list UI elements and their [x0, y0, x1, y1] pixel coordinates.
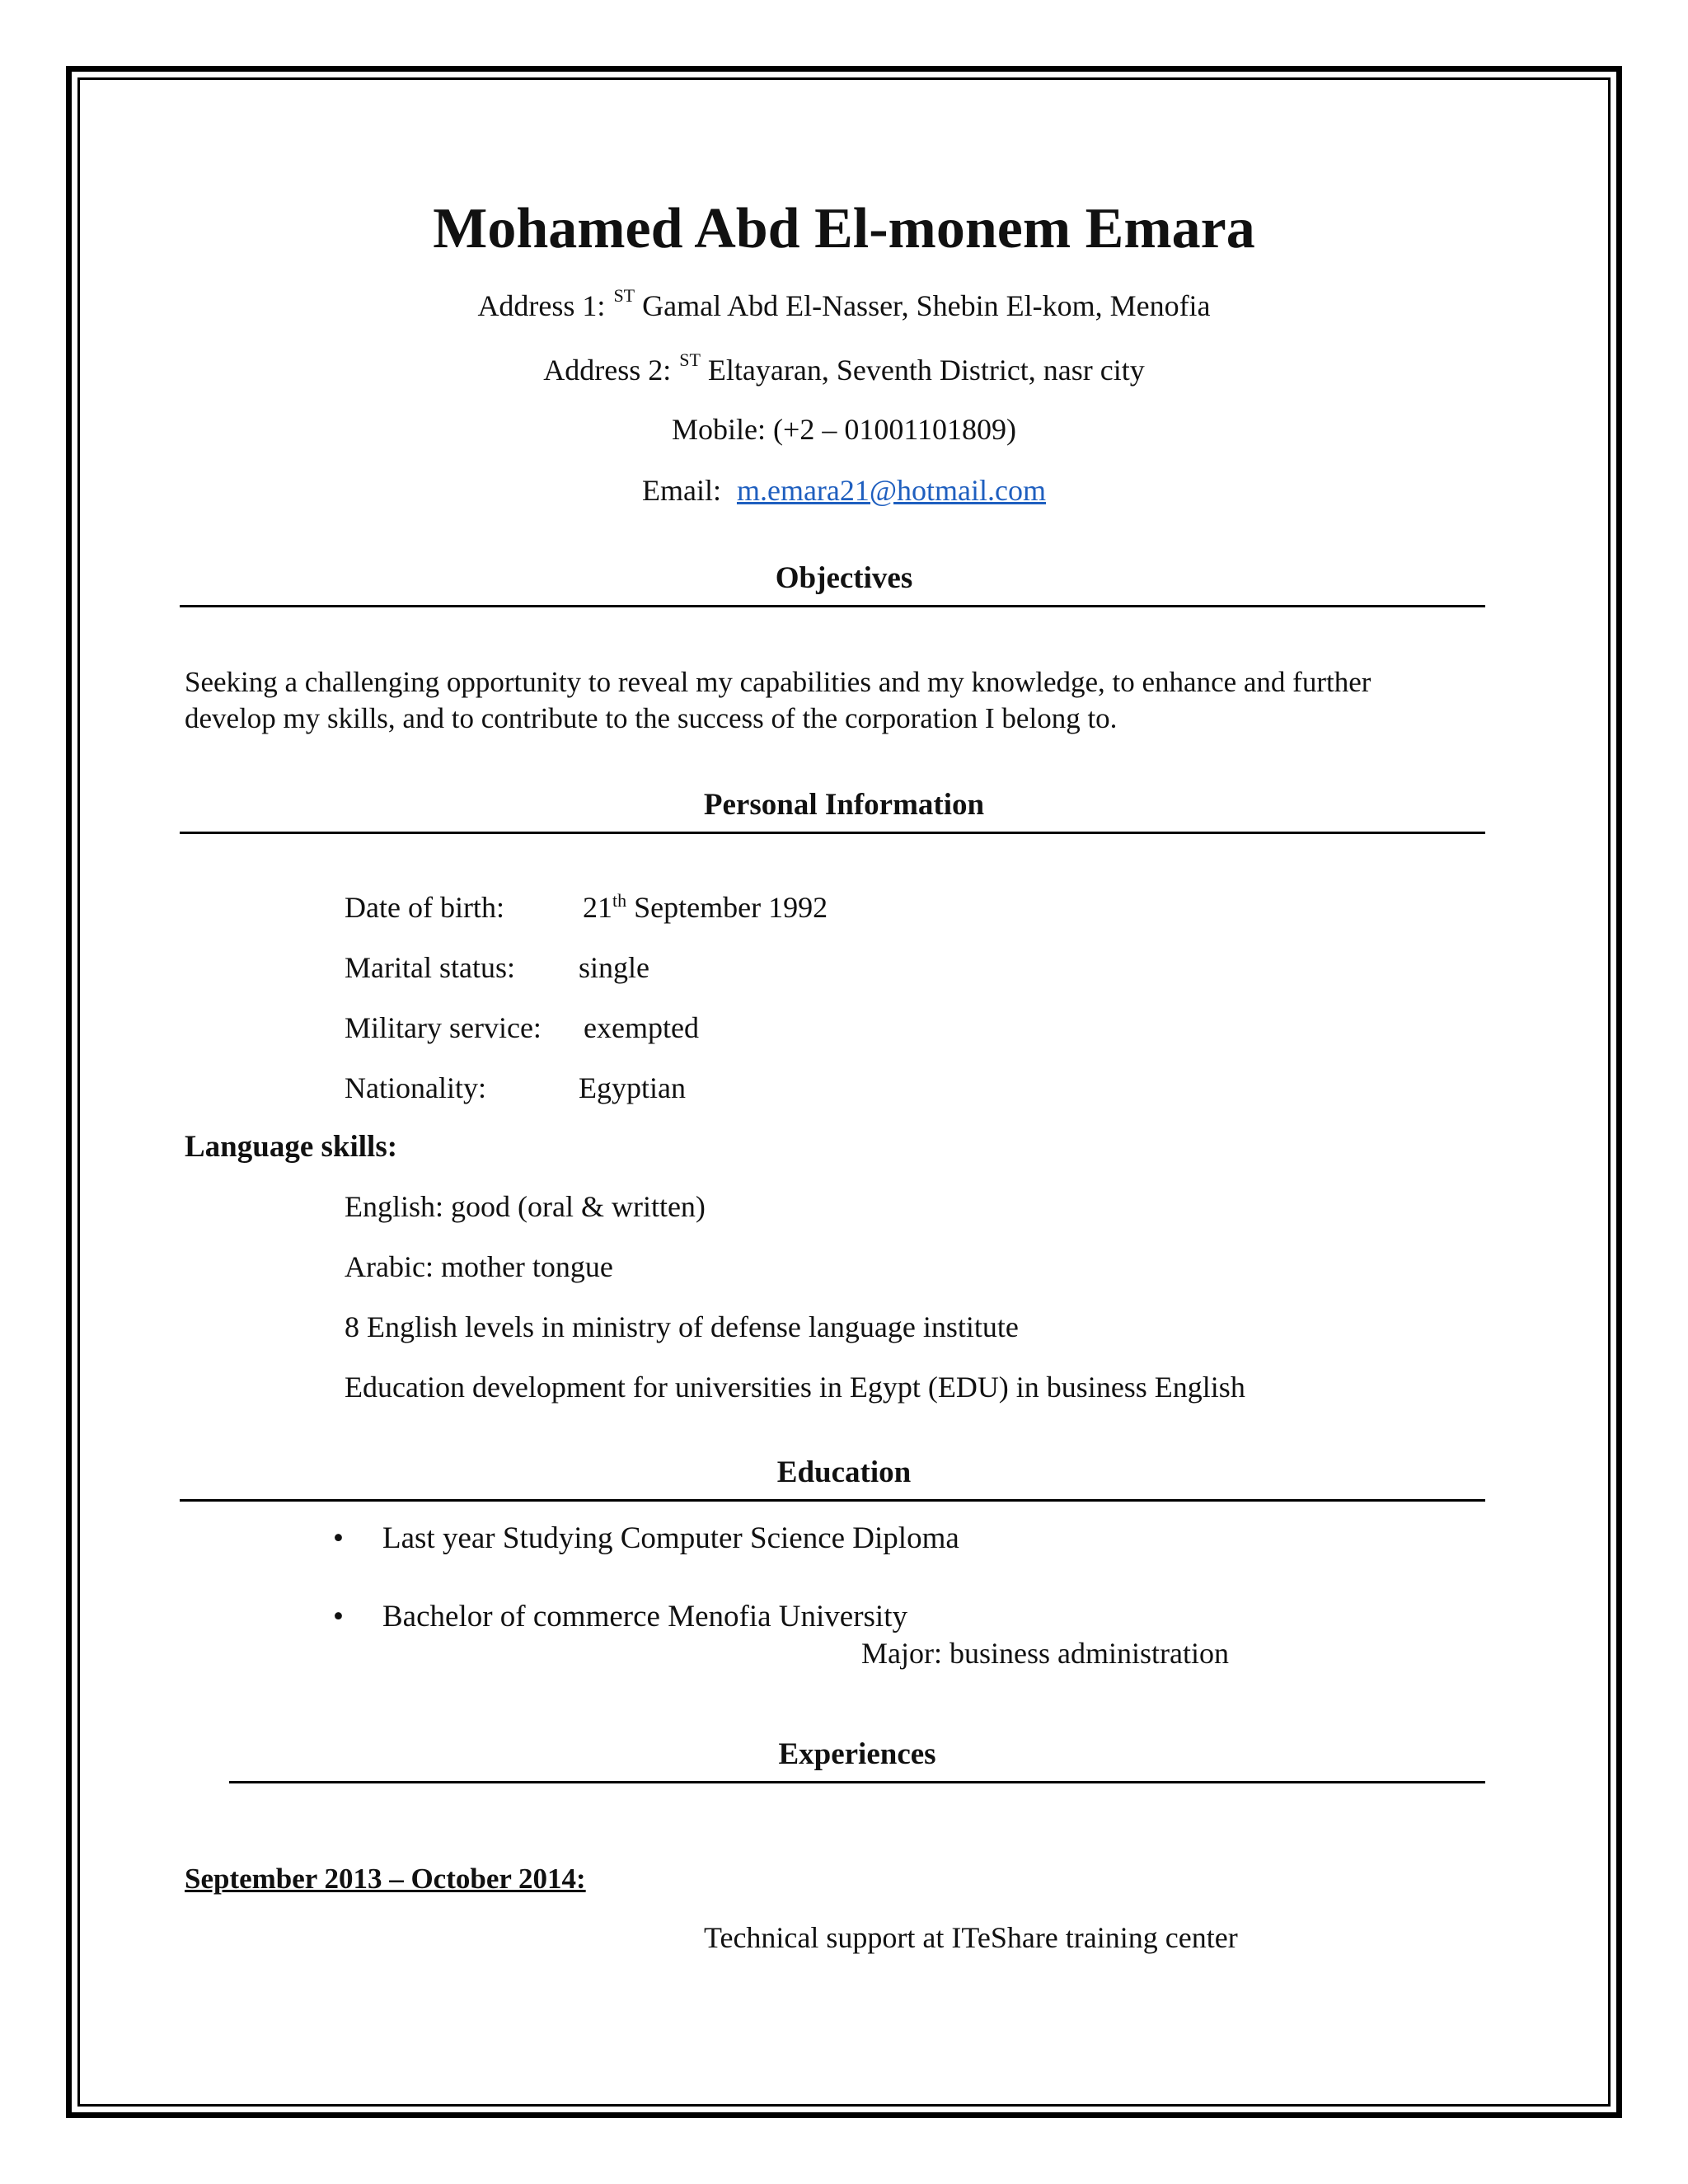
- dob-rest: September 1992: [634, 891, 828, 924]
- experience-period: September 2013 – October 2014:: [185, 1863, 586, 1895]
- address-2-text: Eltayaran, Seventh District, nasr city: [707, 354, 1145, 387]
- language-skills-title: Language skills:: [185, 1130, 398, 1164]
- dob-label: Date of birth:: [345, 891, 504, 924]
- address-1-sup: ST: [613, 285, 635, 306]
- education-major: Major: business administration: [861, 1637, 1229, 1670]
- education-item: [333, 1599, 907, 1634]
- marital-value: single: [579, 951, 649, 984]
- experiences-title: Experiences: [778, 1737, 936, 1771]
- education-item: [333, 1521, 959, 1556]
- nationality-value: Egyptian: [579, 1071, 686, 1104]
- mobile-number: Mobile: (+2 – 01001101809): [672, 413, 1016, 446]
- address-1: [0, 285, 1688, 323]
- address-2-sup: ST: [679, 349, 701, 370]
- candidate-name: Mohamed Abd El-monem Emara: [433, 197, 1255, 260]
- address-1-text: Gamal Abd El-Nasser, Shebin El-kom, Menofia: [642, 289, 1211, 322]
- education-item-text: Last year Studying Computer Science Diploma: [382, 1521, 959, 1555]
- military-label: Military service:: [345, 1011, 542, 1044]
- personal-info-title: Personal Information: [703, 788, 985, 822]
- marital-label: Marital status:: [345, 951, 515, 984]
- address-2-label: Address 2:: [543, 354, 672, 387]
- military-value: exempted: [584, 1011, 699, 1044]
- education-item-text: Bachelor of commerce Menofia University: [382, 1600, 907, 1633]
- email-label: Email:: [641, 474, 721, 507]
- bullet-icon: •: [333, 1600, 344, 1633]
- personal-info-rule: [180, 832, 1485, 834]
- experience-role: Technical support at ITeShare training center: [704, 1921, 1238, 1954]
- address-2: [0, 349, 1688, 387]
- objectives-rule: [180, 605, 1485, 607]
- address-1-label: Address 1:: [477, 289, 606, 322]
- dob-suffix: th: [612, 890, 627, 911]
- objectives-line-2: develop my skills, and to contribute to the success of the corporation I belong to.: [185, 702, 1118, 734]
- language-item: Arabic: mother tongue: [345, 1250, 613, 1283]
- education-title: Education: [776, 1455, 912, 1489]
- language-item: English: good (oral & written): [345, 1190, 706, 1223]
- objectives-title: Objectives: [775, 561, 913, 595]
- dob-day: 21: [583, 891, 612, 924]
- language-item: Education development for universities in Egypt (EDU) in business English: [345, 1371, 1245, 1404]
- objectives-line-1: Seeking a challenging opportunity to reveal my capabilities and my knowledge, to enhance and further: [185, 666, 1372, 698]
- bullet-icon: •: [333, 1521, 344, 1555]
- language-item: 8 English levels in ministry of defense language institute: [345, 1310, 1019, 1343]
- experiences-rule: [229, 1781, 1485, 1783]
- dob-value: [583, 890, 828, 925]
- education-rule: [180, 1499, 1485, 1502]
- email-link[interactable]: m.emara21@hotmail.com: [736, 474, 1047, 507]
- nationality-label: Nationality:: [345, 1071, 486, 1104]
- email-line: [0, 473, 1688, 508]
